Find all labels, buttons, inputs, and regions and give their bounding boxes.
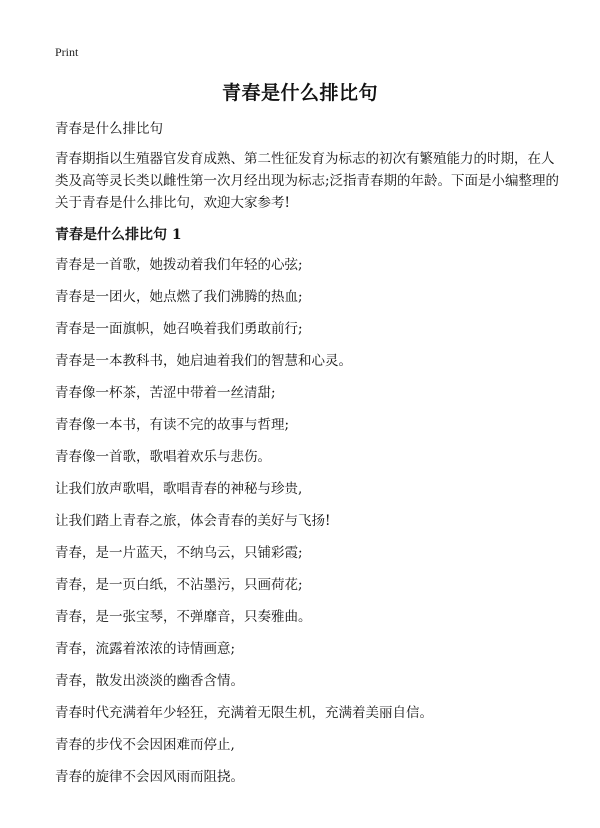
sentence-line: 青春像一首歌，歌唱着欢乐与悲伤。 [55, 449, 271, 465]
sentence-line: 青春时代充满着年少轻狂，充满着无限生机，充满着美丽自信。 [55, 705, 433, 721]
sentence-line: 让我们踏上青春之旅，体会青春的美好与飞扬! [55, 513, 331, 529]
sentence-line: 青春像一杯茶，苦涩中带着一丝清甜; [55, 385, 276, 401]
sentence-line: 青春，流露着浓浓的诗情画意; [55, 641, 236, 657]
sentence-line: 青春是一面旗帜，她召唤着我们勇敢前行; [55, 321, 303, 337]
sentence-line: 让我们放声歌唱，歌唱青春的神秘与珍贵, [55, 481, 303, 497]
sentence-line: 青春是一本教科书，她启迪着我们的智慧和心灵。 [55, 353, 352, 369]
sentence-line: 青春的旋律不会因风雨而阻挠。 [55, 769, 244, 785]
sentence-line: 青春，是一片蓝天，不纳乌云，只铺彩霞; [55, 545, 303, 561]
article-subtitle: 青春是什么排比句 [55, 121, 163, 137]
section-heading: 青春是什么排比句 1 [55, 227, 182, 243]
sentence-line: 青春，是一张宝琴，不弹靡音，只奏雅曲。 [55, 609, 312, 625]
sentence-line: 青春，是一页白纸，不沾墨污，只画荷花; [55, 577, 303, 593]
print-link[interactable]: Print [55, 45, 79, 59]
sentence-line: 青春是一团火，她点燃了我们沸腾的热血; [55, 289, 303, 305]
sentence-line: 青春像一本书，有读不完的故事与哲理; [55, 417, 290, 433]
page-title: 青春是什么排比句 [221, 82, 378, 104]
sentence-line: 青春，散发出淡淡的幽香含情。 [55, 673, 244, 689]
intro-paragraph: 青春期指以生殖器官发育成熟、第二性征发育为标志的初次有繁殖能力的时期，在人类及高等灵长类以雌性第一次月经出现为标志;泛指青春期的年龄。下面是小编整理的关于青春是什么排比句，欢迎大家参考! [55, 151, 560, 211]
sentence-line: 青春的步伐不会因困难而停止, [55, 737, 235, 753]
sentence-line: 青春是一首歌，她拨动着我们年轻的心弦; [55, 257, 303, 273]
article-body [55, 118, 560, 798]
sentence-list [55, 254, 560, 798]
